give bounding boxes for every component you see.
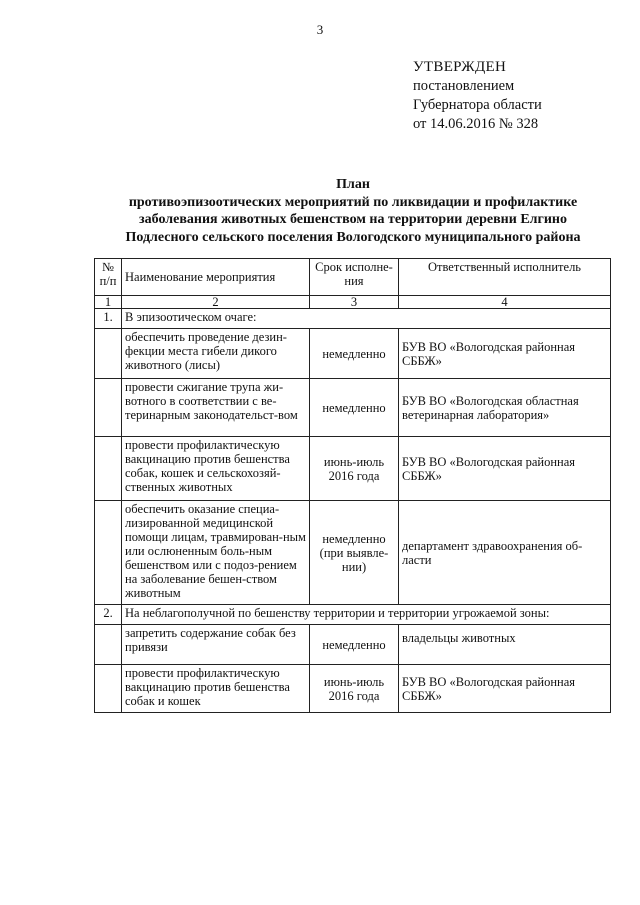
- measure-name: провести сжигание трупа жи-вотного в соответствии с ве-теринарным законодательст-вом: [122, 379, 310, 437]
- table-row: [95, 625, 611, 665]
- approval-line-1: УТВЕРЖДЕН: [413, 59, 507, 75]
- col-number: 1: [95, 296, 122, 309]
- approval-line-3: Губернатора области: [413, 97, 542, 113]
- section-number: 2.: [95, 605, 122, 625]
- document-title: [86, 176, 620, 246]
- measure-responsible: БУВ ВО «Вологодская районная СББЖ»: [399, 665, 611, 713]
- header-responsible: Ответственный исполнитель: [399, 259, 611, 296]
- measure-name: провести профилактическую вакцинацию против бешенства собак и кошек: [122, 665, 310, 713]
- header-num: № п/п: [95, 259, 122, 296]
- title-line-4: Подлесного сельского поселения Вологодского муниципального района: [125, 229, 581, 245]
- measure-term: немедленно: [310, 329, 399, 379]
- table-row: [95, 437, 611, 501]
- measures-table: [94, 258, 611, 713]
- approval-line-4: от 14.06.2016 № 328: [413, 116, 539, 132]
- measure-responsible: БУВ ВО «Вологодская районная СББЖ»: [399, 329, 611, 379]
- section-title: На неблагополучной по бешенству территории и территории угрожаемой зоны:: [122, 605, 611, 625]
- section-title: В эпизоотическом очаге:: [122, 309, 611, 329]
- approval-line-2: постановлением: [413, 78, 515, 94]
- section-number: 1.: [95, 309, 122, 329]
- col-number: 2: [122, 296, 310, 309]
- col-number: 3: [310, 296, 399, 309]
- title-line-3: заболевания животных бешенством на территории деревни Елгино: [139, 212, 567, 227]
- table-row: [95, 501, 611, 605]
- measure-responsible: БУВ ВО «Вологодская районная СББЖ»: [399, 437, 611, 501]
- measure-responsible: владельцы животных: [399, 625, 611, 665]
- measure-term: июнь-июль 2016 года: [310, 665, 399, 713]
- table-header-row: [95, 259, 611, 296]
- measure-term: немедленно: [310, 625, 399, 665]
- page-number: 3: [316, 22, 324, 37]
- header-name: Наименование мероприятия: [122, 259, 310, 296]
- measure-name: обеспечить оказание специа-лизированной медицинской помощи лицам, травмирован-ным или ослюненным боль-ным бешенством или с подоз-рением на заболевание бешен-ством животным: [122, 501, 310, 605]
- measure-responsible: департамент здравоохранения об-ласти: [399, 501, 611, 605]
- section-row: [95, 605, 611, 625]
- measure-term: июнь-июль 2016 года: [310, 437, 399, 501]
- table-row: [95, 379, 611, 437]
- section-row: [95, 309, 611, 329]
- table-row: [95, 665, 611, 713]
- title-line-1: План: [336, 177, 370, 192]
- measure-name: запретить содержание собак без привязи: [122, 625, 310, 665]
- col-number: 4: [399, 296, 611, 309]
- table-row: [95, 329, 611, 379]
- measure-responsible: БУВ ВО «Вологодская областная ветеринарная лаборатория»: [399, 379, 611, 437]
- measure-name: провести профилактическую вакцинацию против бешенства собак, кошек и сельскохозяй-ственных животных: [122, 437, 310, 501]
- title-line-2: противоэпизоотических мероприятий по ликвидации и профилактике: [128, 194, 578, 210]
- measure-term: немедленно: [310, 379, 399, 437]
- column-number-row: [95, 296, 611, 309]
- header-term: Срок исполне-ния: [310, 259, 399, 296]
- measure-term: немедленно (при выявле-нии): [310, 501, 399, 605]
- approval-stamp: [413, 58, 542, 134]
- measure-name: обеспечить проведение дезин-фекции места гибели дикого животного (лисы): [122, 329, 310, 379]
